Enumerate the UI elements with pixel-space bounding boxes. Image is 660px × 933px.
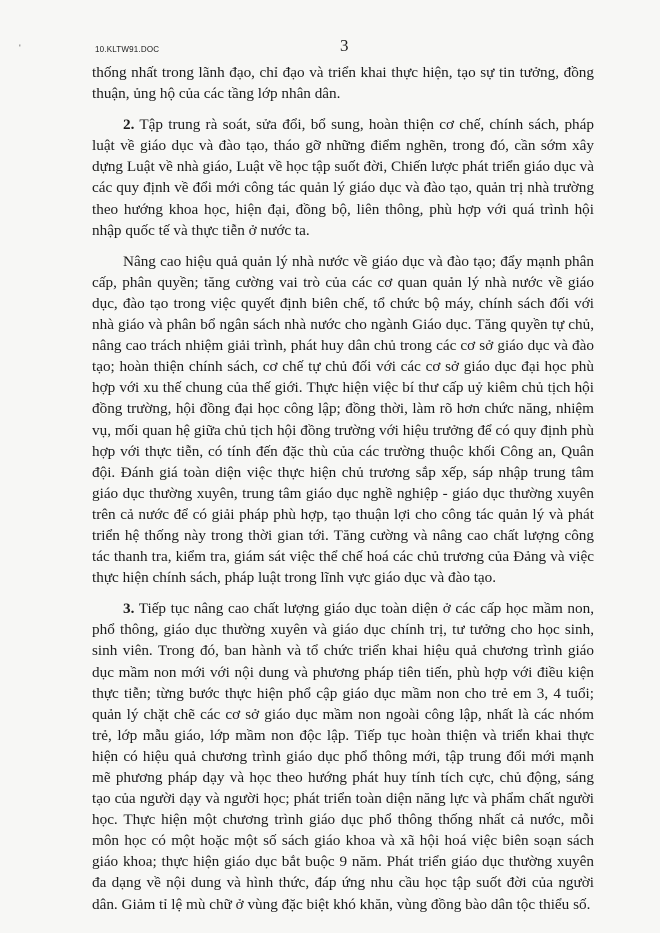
item-number: 2.: [123, 116, 135, 134]
item-number: 3.: [123, 600, 135, 618]
paragraph-text: thống nhất trong lãnh đạo, chỉ đạo và triển khai thực hiện, tạo sự tin tưởng, đồng thuận, ủng hộ của các tầng lớp nhân dân.: [92, 64, 594, 103]
paragraph-text: Tiếp tục nâng cao chất lượng giáo dục toàn diện ở các cấp học mầm non, phổ thông, giáo dục thường xuyên và giáo dục chính trị, tư tưởng cho học sinh, sinh viên. Trong đó, ban hành và tổ chức triển khai hiệu quả chương trình giáo dục mầm non mới với nội dung và phương pháp tiên tiến, phù hợp với điều kiện thực tiễn; từng bước thực hiện phổ cập giáo dục mầm non cho trẻ em 3, 4 tuổi; quản lý chặt chẽ các cơ sở giáo dục mầm non ngoài công lập, nhất là các nhóm trẻ, lớp mẫu giáo, lớp mầm non độc lập. Tiếp tục hoàn thiện và triển khai thực hiện có hiệu quả chương trình giáo dục phổ thông mới, tập trung đổi mới mạnh mẽ phương pháp dạy và học theo hướng phát huy tính tích cực, chủ động, sáng tạo của người dạy và người học; phát triển toàn diện năng lực và phẩm chất người học. Thực hiện một chương trình giáo dục phổ thông thống nhất cả nước, mỗi môn học có một hoặc một số sách giáo khoa và xã hội hoá việc biên soạn sách giáo khoa; thực hiện giáo dục bắt buộc 9 năm. Phát triển giáo dục thường xuyên đa dạng về nội dung và hình thức, đáp ứng nhu cầu học tập suốt đời của người dân. Giảm tỉ lệ mù chữ ở vùng đặc biệt khó khăn, vùng đồng bào dân tộc thiểu số.: [92, 600, 594, 913]
margin-mark: ': [19, 43, 21, 53]
paragraph-management: [92, 251, 594, 589]
page-number: 3: [340, 36, 349, 55]
paragraph-continuation: [92, 62, 594, 104]
paragraph-item-2: [92, 114, 594, 241]
paragraph-text: Tập trung rà soát, sửa đổi, bổ sung, hoàn thiện cơ chế, chính sách, pháp luật về giáo dục và đào tạo, tháo gỡ những điểm nghẽn, trong đó, cần sớm xây dựng Luật về nhà giáo, Luật về học tập suốt đời, Chiến lược phát triển giáo dục và các quy định về đổi mới công tác quản lý giáo dục và đào tạo, quản trị nhà trường theo hướng khoa học, hiện đại, đồng bộ, liên thông, phù hợp với quá trình hội nhập quốc tế và thực tiễn ở nước ta.: [92, 116, 594, 239]
document-body: [92, 62, 594, 915]
document-code: 10.KLTW91.DOC: [95, 45, 160, 54]
paragraph-text: Nâng cao hiệu quả quản lý nhà nước về giáo dục và đào tạo; đẩy mạnh phân cấp, phân quyền; tăng cường vai trò của các cơ quan quản lý nhà nước về giáo dục, đào tạo trong việc quyết định biên chế, tổ chức bộ máy, chính sách đối với nhà giáo và phân bổ ngân sách nhà nước cho ngành Giáo dục. Tăng quyền tự chủ, nâng cao trách nhiệm giải trình, phát huy dân chủ trong các cơ sở giáo dục và đào tạo; hoàn thiện chính sách, cơ chế tự chủ đối với các cơ sở giáo dục đại học phù hợp với xu thế chung của thế giới. Thực hiện việc bí thư cấp uỷ kiêm chủ tịch hội đồng trường, hội đồng đại học công lập; đồng thời, làm rõ hơn chức năng, nhiệm vụ, mối quan hệ giữa chủ tịch hội đồng trường với hiệu trưởng để có quy định phù hợp với thực tiễn, có tính đến đặc thù của các trường thuộc khối Công an, Quân đội. Đánh giá toàn diện việc thực hiện chủ trương sắp xếp, sáp nhập trung tâm giáo dục thường xuyên, trung tâm giáo dục nghề nghiệp - giáo dục thường xuyên trên cả nước để có giải pháp phù hợp, tạo thuận lợi cho công tác quản lý và phát triển hệ thống này trong thời gian tới. Tăng cường và nâng cao chất lượng công tác thanh tra, kiểm tra, giám sát việc thể chế hoá các chủ trương của Đảng và việc thực hiện chính sách, pháp luật trong lĩnh vực giáo dục và đào tạo.: [92, 252, 594, 587]
paragraph-item-3: [92, 598, 594, 914]
